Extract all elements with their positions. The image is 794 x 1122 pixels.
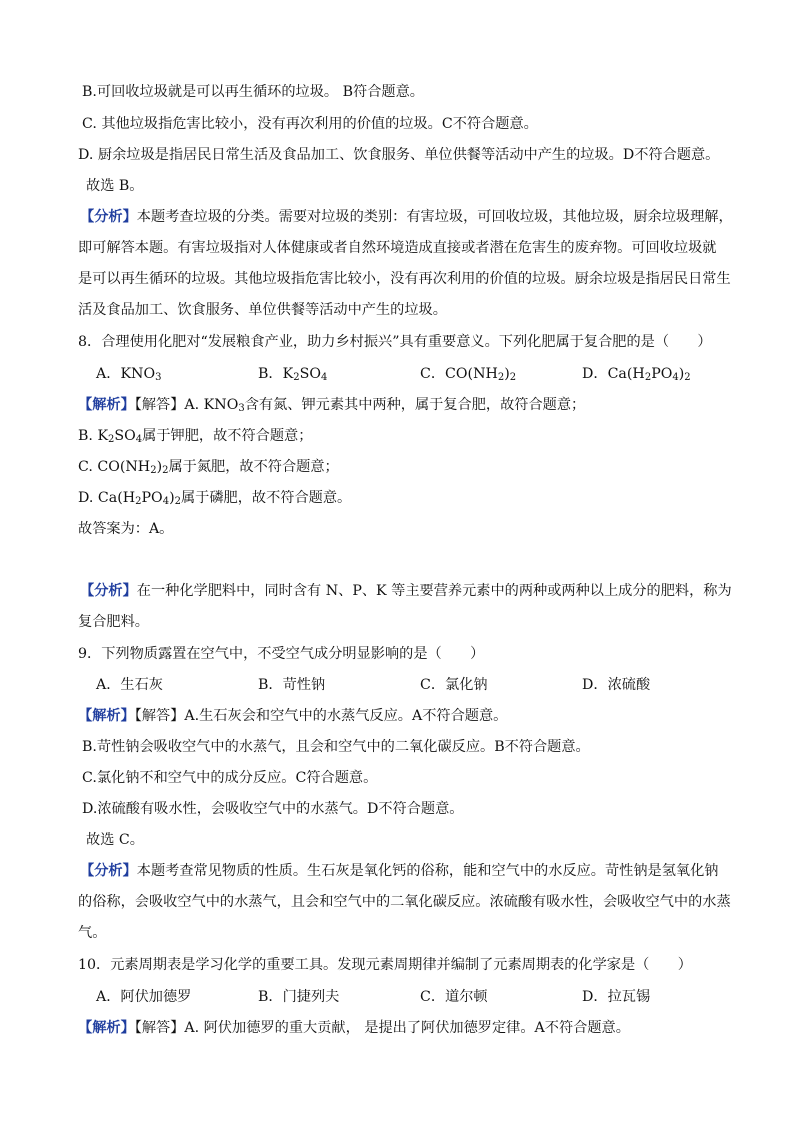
q9-option-a: A．生石灰 [96,677,163,693]
q9-option-d: D．浓硫酸 [582,677,651,693]
q8-option-c: C．$CO(NH_2)_2$ [420,366,517,383]
q8-stem: 8．合理使用化肥对“发展粮食产业，助力乡村振兴”具有重要意义。下列化肥属于复合肥的是（ ） [78,334,712,350]
analysis-tag: 【分析】 [80,863,137,879]
q10-option-d: D．拉瓦锡 [582,989,651,1005]
jiexi-tag: 【解析】 [78,1020,135,1036]
q10-stem: 10．元素周期表是学习化学的重要工具。发现元素周期律并编制了元素周期表的化学家是（ ） [78,957,692,973]
q9-analysis-line-3: 气。 [78,925,107,941]
q9-choice: 故选 C。 [86,832,144,848]
q10-solution-line-a: 【解析】【解答】A. 阿伏加德罗的重大贡献， 是提出了阿伏加德罗定律。A不符合题意。 [78,1020,630,1036]
q9-solution-line-d: D.浓硫酸有吸水性，会吸收空气中的水蒸气。D不符合题意。 [82,801,464,817]
q8-option-b: B．$K_2SO_4$ [258,366,328,383]
q7-analysis-line-4: 活及食品加工、饮食服务、单位供餐等活动中产生的垃圾。 [78,302,447,318]
q7-option-d-explanation: D. 厨余垃圾是指居民日常生活及食品加工、饮食服务、单位供餐等活动中产生的垃圾。D不符合题意。 [78,147,720,163]
q9-analysis-line-2: 的俗称，会吸收空气中的水蒸气，且会和空气中的二氧化碳反应。浓硫酸有吸水性，会吸收空气中的水蒸 [78,894,731,910]
q10-option-b: B．门捷列夫 [258,989,340,1005]
q8-solution-line-a: 【解析】【解答】A. $KNO_3$含有氮、钾元素其中两种，属于复合肥，故符合题意； [78,397,586,414]
q7-option-b-explanation: B.可回收垃圾就是可以再生循环的垃圾。 B符合题意。 [82,84,424,100]
q8-solution-line-d: D. $Ca(H_2PO_4)_2$属于磷肥，故不符合题意。 [78,490,352,507]
q9-option-b: B．苛性钠 [258,677,326,693]
analysis-tag: 【分析】 [80,583,137,599]
jieda-tag: 【解答】 [134,708,185,724]
q10-option-c: C．道尔顿 [420,989,488,1005]
q8-option-d: D．$Ca(H_2PO_4)_2$ [582,366,691,383]
q8-analysis-line-1: 【分析】在一种化学肥料中，同时含有 N、P、K 等主要营养元素中的两种或两种以上成分的肥料，称为 [80,583,732,599]
q8-analysis-line-2: 复合肥料。 [78,614,149,630]
q8-solution-line-b: B. $K_2SO_4$属于钾肥，故不符合题意； [78,428,313,445]
q9-analysis-line-1: 【分析】本题考查常见物质的性质。生石灰是氧化钙的俗称，能和空气中的水反应。苛性钠是氢氧化钠 [80,863,719,879]
q7-analysis-line-3: 是可以再生循环的垃圾。其他垃圾指危害比较小，没有再次利用的价值的垃圾。厨余垃圾是指居民日常生 [78,271,731,287]
jiexi-tag: 【解析】 [78,708,135,724]
q9-stem: 9．下列物质露置在空气中，不受空气成分明显影响的是（ ） [78,646,485,662]
jiexi-tag: 【解析】 [78,397,135,413]
q7-analysis-line-2: 即可解答本题。有害垃圾指对人体健康或者自然环境造成直接或者潜在危害生的废弃物。可回收垃圾就 [78,240,717,256]
q9-option-c: C．氯化钠 [420,677,488,693]
analysis-tag: 【分析】 [80,209,137,225]
jieda-tag: 【解答】 [134,397,185,413]
q7-choice: 故选 B。 [86,178,144,194]
jieda-tag: 【解答】 [134,1020,185,1036]
q9-solution-line-a: 【解析】【解答】A.生石灰会和空气中的水蒸气反应。A不符合题意。 [78,708,508,724]
q8-option-a: A．$KNO_3$ [96,366,162,383]
q8-answer: 故答案为：A。 [78,521,174,537]
q10-option-a: A．阿伏加德罗 [96,989,192,1005]
q7-analysis-line-1: 【分析】本题考查垃圾的分类。需要对垃圾的类别：有害垃圾，可回收垃圾，其他垃圾，厨余垃圾理解， [80,209,733,225]
q9-solution-line-b: B.苛性钠会吸收空气中的水蒸气，且会和空气中的二氧化碳反应。B不符合题意。 [82,739,590,755]
q7-option-c-explanation: C. 其他垃圾指危害比较小，没有再次利用的价值的垃圾。C不符合题意。 [82,116,538,132]
q8-solution-line-c: C. $CO(NH_2)_2$属于氮肥，故不符合题意； [78,459,339,476]
q9-solution-line-c: C.氯化钠不和空气中的成分反应。C符合题意。 [82,770,378,786]
